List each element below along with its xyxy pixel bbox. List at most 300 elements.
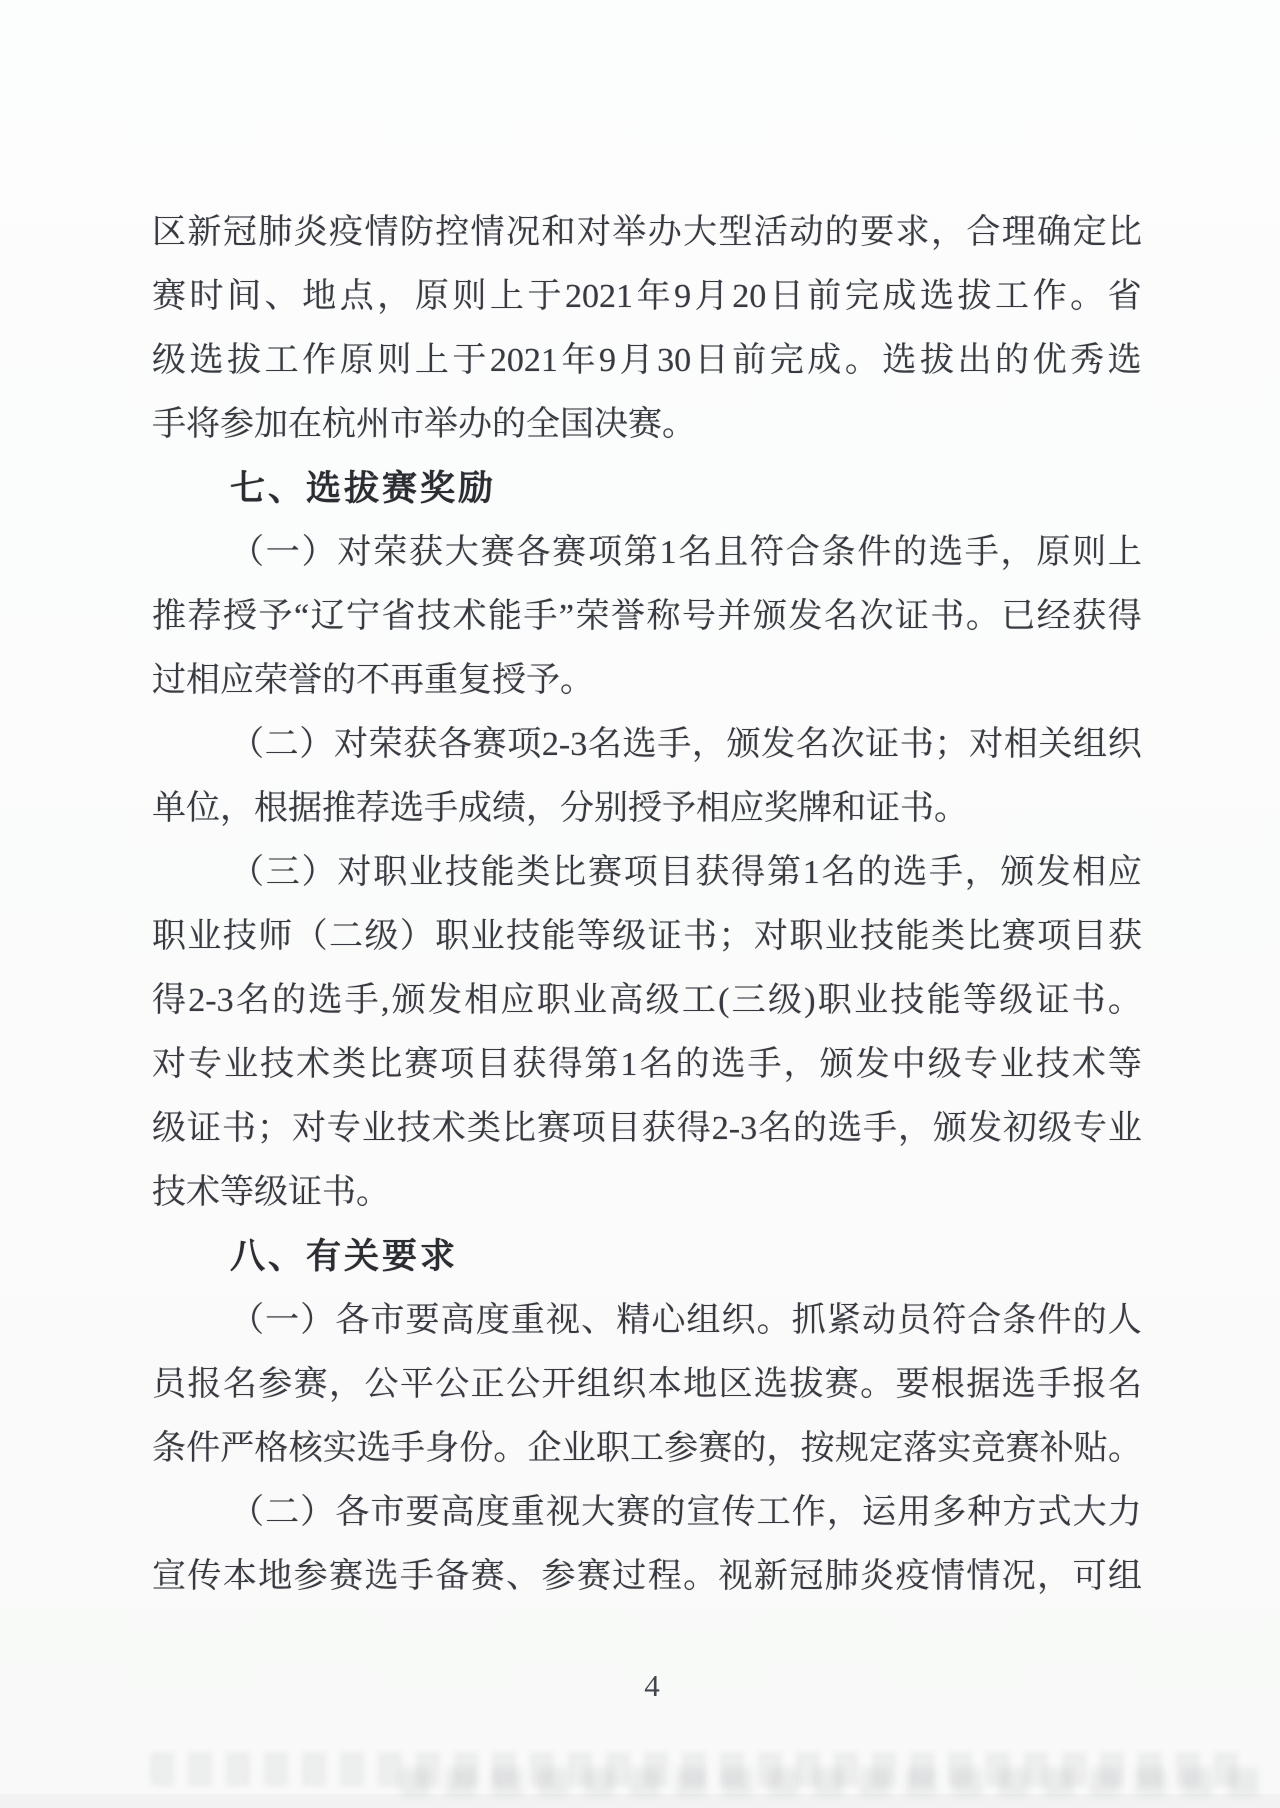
glyph-group: 选 (364, 1558, 399, 1595)
glyph-group: 2021 (565, 278, 634, 315)
glyph-group: 传 (721, 1494, 756, 1531)
glyph-group: 业 (470, 918, 505, 955)
glyph-group: 举 (612, 214, 647, 251)
glyph-group: 得 (731, 854, 766, 891)
glyph-group: 工 (995, 278, 1030, 315)
glyph-group: 证 (1035, 982, 1070, 1019)
glyph-group: 赛 (480, 534, 515, 571)
glyph-group: 2021 (489, 342, 558, 379)
glyph-group: （ (230, 726, 264, 763)
glyph-group: 第 (584, 1046, 619, 1083)
glyph-group: 赛 (576, 1558, 611, 1595)
glyph-group: 竞 (971, 1430, 1006, 1467)
glyph-group: 证 (894, 598, 929, 635)
glyph-group: 求 (895, 214, 930, 251)
glyph-group: 2-3 (188, 982, 234, 1019)
glyph-group: , (380, 982, 390, 1019)
text-line (152, 841, 1142, 905)
glyph-group: 公 (435, 1366, 470, 1403)
glyph-group: 且 (714, 534, 749, 571)
glyph-group: 对 (333, 726, 368, 763)
glyph-group: 第 (623, 534, 658, 571)
glyph-group: 类 (930, 918, 965, 955)
glyph-group: 专 (963, 1046, 998, 1083)
glyph-group: 赛 (152, 278, 186, 315)
glyph-group: 组 (576, 1366, 611, 1403)
glyph-group: 身 (425, 1430, 460, 1467)
glyph-group: 重 (510, 1302, 545, 1339)
glyph-group: 市 (370, 1302, 405, 1339)
glyph-group: 参 (664, 1430, 699, 1467)
glyph-group: 关 (1038, 726, 1073, 763)
glyph-group: ， (964, 854, 999, 891)
glyph-group: 能 (895, 918, 930, 955)
glyph-group: 应 (1107, 854, 1142, 891)
glyph-group: 获 (512, 1046, 547, 1083)
glyph-group: 。 (1107, 982, 1142, 1019)
glyph-group: 根 (930, 1366, 965, 1403)
glyph-group: 间 (227, 278, 262, 315)
glyph-group: 度 (475, 1494, 510, 1531)
glyph-group: 能 (487, 598, 522, 635)
glyph-group: 参 (541, 1558, 576, 1595)
glyph-group: 报 (1072, 1366, 1107, 1403)
glyph-group: 应 (500, 982, 535, 1019)
glyph-group: 获 (1072, 598, 1107, 635)
glyph-group: 组 (1107, 1558, 1142, 1595)
glyph-group: 的 (651, 1494, 686, 1531)
glyph-group: 炎 (860, 1558, 895, 1595)
glyph-group: （ (230, 854, 264, 891)
glyph-group: 开 (541, 1366, 576, 1403)
glyph-group: 地 (258, 1558, 293, 1595)
glyph-group: 级 (927, 1046, 962, 1083)
section-heading: 七、选拔赛奖励 (230, 469, 497, 508)
glyph-group: 。 (860, 1366, 895, 1403)
glyph-group: 则 (1072, 534, 1107, 571)
glyph-group: 冠 (789, 1558, 824, 1595)
glyph-group: 职 (435, 918, 470, 955)
glyph-group: 日 (769, 278, 804, 315)
glyph-group: 情 (470, 214, 505, 251)
glyph-group: 赛 (824, 1366, 859, 1403)
glyph-group: 实 (937, 1430, 972, 1467)
glyph-group: 秀 (1070, 342, 1105, 379)
text-line (152, 265, 1142, 329)
glyph-group: 况 (506, 214, 541, 251)
glyph-group: 本 (647, 1366, 682, 1403)
glyph-group: 对 (152, 1046, 186, 1083)
glyph-group: 情 (930, 1558, 965, 1595)
glyph-group: 20 (732, 278, 767, 315)
glyph-group: 种 (967, 1494, 1002, 1531)
glyph-group: 手 (523, 598, 558, 635)
glyph-group: 上 (414, 342, 449, 379)
glyph-group: 专 (326, 1110, 361, 1147)
text-line (152, 969, 1142, 1033)
glyph-group: 月 (694, 278, 729, 315)
glyph-group: 完 (769, 342, 804, 379)
glyph-group: 多 (932, 1494, 967, 1531)
glyph-group: 合 (966, 214, 1001, 251)
glyph-group: 名 (821, 854, 856, 891)
glyph-group: 业 (408, 854, 443, 891)
glyph-group: 和 (541, 214, 576, 251)
glyph-group: 比 (966, 918, 1001, 955)
glyph-group: 宁 (346, 598, 380, 635)
glyph-group: 的 (824, 214, 859, 251)
glyph-group: 职 (152, 918, 186, 955)
glyph-group: ） (301, 534, 336, 571)
glyph-group: 项 (440, 1046, 475, 1083)
glyph-group: 名 (639, 1046, 674, 1083)
glyph-group: 誉 (610, 598, 645, 635)
glyph-group: 选 (893, 854, 928, 891)
glyph-group: 等 (576, 918, 611, 955)
glyph-group: 。 (756, 1302, 791, 1339)
text-line (152, 329, 1142, 393)
glyph-group: “ (293, 598, 310, 635)
glyph-group: 。 (683, 1558, 718, 1595)
glyph-group: 选 (308, 982, 343, 1019)
glyph-group: 书 (1071, 982, 1106, 1019)
glyph-group: 发 (967, 1110, 1002, 1147)
glyph-group: 活 (753, 214, 788, 251)
glyph-group: 要 (860, 214, 895, 251)
glyph-group: 则 (377, 342, 412, 379)
glyph-group: 完 (844, 278, 879, 315)
glyph-group: 拔 (227, 342, 262, 379)
glyph-group: 人 (1107, 1302, 1142, 1339)
glyph-group: 手 (399, 1558, 434, 1595)
glyph-group: 炎 (293, 214, 328, 251)
glyph-group: 称 (646, 598, 681, 635)
glyph-group: 办 (647, 214, 682, 251)
glyph-group: 工 (756, 1494, 791, 1531)
glyph-group: 定 (1072, 214, 1107, 251)
glyph-group: 职 (817, 982, 852, 1019)
glyph-group: 赛 (552, 534, 587, 571)
glyph-group: 的 (1072, 1302, 1107, 1339)
glyph-group: 名 (235, 982, 270, 1019)
text-line (152, 1417, 1142, 1481)
glyph-group: 工 (629, 1430, 664, 1467)
glyph-group: 技 (396, 1110, 431, 1147)
glyph-group: 级 (612, 918, 647, 955)
glyph-group: 前 (732, 342, 767, 379)
glyph-group: （ (230, 1494, 264, 1531)
glyph-group: 比 (501, 1110, 536, 1147)
glyph-group: 条 (1002, 1302, 1037, 1339)
glyph-group: 各 (335, 1494, 370, 1531)
glyph-group: 况 (1001, 1558, 1036, 1595)
glyph-group: 业 (187, 918, 222, 955)
glyph-group: 大 (1072, 1494, 1107, 1531)
glyph-group: 技 (1035, 1046, 1070, 1083)
glyph-group: 项 (623, 854, 658, 891)
glyph-group: 织 (721, 1302, 756, 1339)
glyph-group: 名 (587, 726, 622, 763)
text-line (152, 1033, 1142, 1097)
glyph-group: 宣 (686, 1494, 721, 1531)
glyph-group: 织 (612, 1366, 647, 1403)
glyph-group: ， (898, 1110, 932, 1147)
glyph-group: ； (934, 726, 969, 763)
glyph-group: 技 (222, 918, 257, 955)
glyph-group: 技 (890, 982, 925, 1019)
glyph-group: 新 (753, 1558, 788, 1595)
glyph-group: 发 (855, 1046, 890, 1083)
glyph-group: 获 (1107, 918, 1142, 955)
glyph-group: 手 (863, 1110, 898, 1147)
glyph-group: 冠 (222, 214, 257, 251)
glyph-group: 新 (187, 214, 222, 251)
glyph-group: 技 (444, 854, 479, 891)
glyph-group: 原 (339, 342, 374, 379)
glyph-group: 目 (476, 1046, 511, 1083)
glyph-group: 证 (647, 918, 682, 955)
glyph-group: ” (558, 598, 574, 635)
glyph-group: 手 (390, 1430, 425, 1467)
glyph-group: 书 (899, 726, 934, 763)
glyph-group: 号 (681, 598, 716, 635)
glyph-group: 心 (651, 1302, 686, 1339)
glyph-group: 企 (527, 1430, 562, 1467)
glyph-group: 区 (718, 1366, 753, 1403)
glyph-group: 业 (1107, 1110, 1142, 1147)
glyph-group: 推 (152, 598, 186, 635)
glyph-group: ， (766, 1430, 801, 1467)
glyph-group: 级 (645, 982, 680, 1019)
glyph-group: 职 (789, 918, 824, 955)
glyph-group: 业 (361, 1110, 396, 1147)
glyph-group: 工 (681, 982, 716, 1019)
glyph-group: 贴 (1073, 1430, 1108, 1467)
glyph-group: 职 (595, 1430, 630, 1467)
text-line: 单位，根据推荐选手成绩，分别授予相应奖牌和证书。 (152, 790, 968, 827)
glyph-group: 荐 (187, 598, 222, 635)
glyph-group: 能 (926, 982, 961, 1019)
glyph-group: 的 (732, 1430, 767, 1467)
glyph-group: 补 (1039, 1430, 1074, 1467)
glyph-group: 选 (189, 342, 224, 379)
glyph-group: 选 (622, 726, 657, 763)
glyph-group: 名 (795, 726, 830, 763)
glyph-group: 组 (1073, 726, 1108, 763)
glyph-group: 定 (868, 1430, 903, 1467)
glyph-group: ； (718, 918, 753, 955)
glyph-group: 次 (859, 598, 894, 635)
glyph-group: 视 (718, 1558, 753, 1595)
glyph-group: 动 (789, 214, 824, 251)
glyph-group: 发 (427, 982, 462, 1019)
glyph-group: 名 (222, 1366, 257, 1403)
glyph-group: 证 (186, 1110, 221, 1147)
glyph-group: 目 (659, 854, 694, 891)
glyph-group: 比 (368, 1046, 403, 1083)
glyph-group: 手 (344, 982, 379, 1019)
glyph-group: 情 (364, 214, 399, 251)
glyph-group: 技 (506, 918, 541, 955)
glyph-group: 已 (1001, 598, 1036, 635)
glyph-group: 赛 (470, 1558, 505, 1595)
glyph-group: 技 (416, 598, 451, 635)
glyph-group: 方 (1002, 1494, 1037, 1531)
page-number: 4 (644, 1668, 660, 1703)
glyph-group: 职 (373, 854, 408, 891)
glyph-group: 正 (470, 1366, 505, 1403)
glyph-group: 年 (561, 342, 596, 379)
glyph-group: 核 (288, 1430, 323, 1467)
glyph-group: ， (1000, 534, 1035, 571)
glyph-group: 得 (1107, 598, 1142, 635)
glyph-group: 级 (999, 982, 1034, 1019)
glyph-group: 则 (452, 278, 487, 315)
text-line (152, 905, 1142, 969)
glyph-group: 出 (957, 342, 992, 379)
text-line: 技术等级证书。 (152, 1174, 390, 1211)
glyph-group: 目 (1072, 918, 1107, 955)
glyph-group: （ (230, 1302, 264, 1339)
glyph-group: 书 (930, 598, 965, 635)
glyph-group: 落 (903, 1430, 938, 1467)
glyph-group: 视 (545, 1494, 580, 1531)
glyph-group: 获 (695, 854, 730, 891)
glyph-group: 据 (966, 1366, 1001, 1403)
glyph-group: 三 (265, 854, 300, 891)
glyph-group: 防 (399, 214, 434, 251)
glyph-group: 备 (435, 1558, 470, 1595)
glyph-group: 市 (370, 1494, 405, 1531)
glyph-group: 名 (678, 534, 713, 571)
glyph-group: 发 (788, 598, 823, 635)
glyph-group: ） (301, 854, 336, 891)
text-line (152, 1545, 1142, 1609)
glyph-group: 手 (928, 854, 963, 891)
text-line (152, 1289, 1142, 1353)
glyph-group: 成 (882, 278, 917, 315)
glyph-group: 组 (686, 1302, 721, 1339)
glyph-group: 业 (999, 1046, 1034, 1083)
glyph-group: 上 (489, 278, 524, 315)
glyph-group: 书 (683, 918, 718, 955)
glyph-group: 选 (828, 1110, 863, 1147)
glyph-group: 前 (807, 278, 842, 315)
glyph-group: 可 (1072, 1558, 1107, 1595)
glyph-group: 精 (616, 1302, 651, 1339)
glyph-group: 赛 (404, 1046, 439, 1083)
glyph-group: 选 (1001, 1366, 1036, 1403)
glyph-group: 各 (437, 726, 472, 763)
glyph-group: ， (826, 1494, 861, 1531)
glyph-group: 级 (152, 342, 186, 379)
text-line (152, 1481, 1142, 1545)
glyph-group: 目 (606, 1110, 641, 1147)
glyph-group: ， (930, 214, 965, 251)
glyph-group: 类 (516, 854, 551, 891)
glyph-group: 对 (576, 214, 611, 251)
glyph-group: 选 (711, 1046, 746, 1083)
glyph-group: 的 (793, 1110, 828, 1147)
glyph-group: 。 (1107, 1430, 1142, 1467)
glyph-group: 9 (674, 278, 692, 315)
glyph-group: 业 (854, 982, 889, 1019)
glyph-group: 赛 (536, 1110, 571, 1147)
glyph-group: 2-3 (541, 726, 588, 763)
glyph-group: ， (1037, 1558, 1072, 1595)
glyph-group: 疫 (329, 214, 364, 251)
glyph-group: 视 (545, 1302, 580, 1339)
glyph-group: 合 (785, 534, 820, 571)
glyph-group: 业 (573, 982, 608, 1019)
glyph-group: 发 (761, 726, 796, 763)
document-body (152, 201, 1142, 1609)
glyph-group: 参 (258, 1366, 293, 1403)
glyph-group: 级 (364, 918, 399, 955)
glyph-group: 各 (335, 1302, 370, 1339)
glyph-group: 格 (254, 1430, 289, 1467)
glyph-group: 得 (548, 1046, 583, 1083)
glyph-group: 名 (823, 598, 858, 635)
section-heading: 八、有关要求 (230, 1237, 459, 1276)
glyph-group: 颁 (391, 982, 426, 1019)
glyph-group: 证 (865, 726, 900, 763)
glyph-group: 控 (435, 214, 470, 251)
glyph-group: 业 (224, 1046, 259, 1083)
glyph-group: 颁 (1000, 854, 1035, 891)
glyph-group: 的 (893, 534, 928, 571)
glyph-group: ， (783, 1046, 818, 1083)
glyph-group: 。 (493, 1430, 528, 1467)
glyph-group: 发 (1036, 854, 1071, 891)
glyph-group: 职 (536, 982, 571, 1019)
glyph-group: 选 (919, 278, 954, 315)
glyph-group: 级 (1037, 1110, 1072, 1147)
glyph-group: 拔 (919, 342, 954, 379)
glyph-group: 、 (506, 1558, 541, 1595)
glyph-group: 等 (962, 982, 997, 1019)
glyph-group: 赛 (293, 1366, 328, 1403)
glyph-group: 赛 (472, 726, 507, 763)
glyph-group: 成 (807, 342, 842, 379)
glyph-group: 颁 (726, 726, 761, 763)
glyph-group: 二 (329, 918, 364, 955)
glyph-group: 专 (1072, 1110, 1107, 1147)
glyph-group: 点 (339, 278, 374, 315)
glyph-group: 师 (258, 918, 293, 955)
glyph-group: 用 (897, 1494, 932, 1531)
glyph-group: ） (300, 1494, 335, 1531)
glyph-group: 传 (187, 1558, 222, 1595)
glyph-group: 员 (152, 1366, 186, 1403)
glyph-group: 要 (405, 1494, 440, 1531)
glyph-group: 工 (264, 342, 299, 379)
glyph-group: 疫 (895, 1558, 930, 1595)
glyph-group: 项 (1037, 918, 1072, 955)
glyph-group: 获 (408, 534, 443, 571)
glyph-group: 予 (258, 598, 293, 635)
glyph-group: 对 (969, 726, 1004, 763)
glyph-group: 术 (452, 598, 487, 635)
glyph-group: 颁 (752, 598, 787, 635)
glyph-group: 按 (800, 1430, 835, 1467)
glyph-group: 作 (302, 342, 337, 379)
glyph-group: 对 (337, 534, 372, 571)
glyph-group: 高 (440, 1494, 475, 1531)
glyph-group: 次 (830, 726, 865, 763)
glyph-group: 三 (731, 982, 766, 1019)
glyph-group: 各 (516, 534, 551, 571)
